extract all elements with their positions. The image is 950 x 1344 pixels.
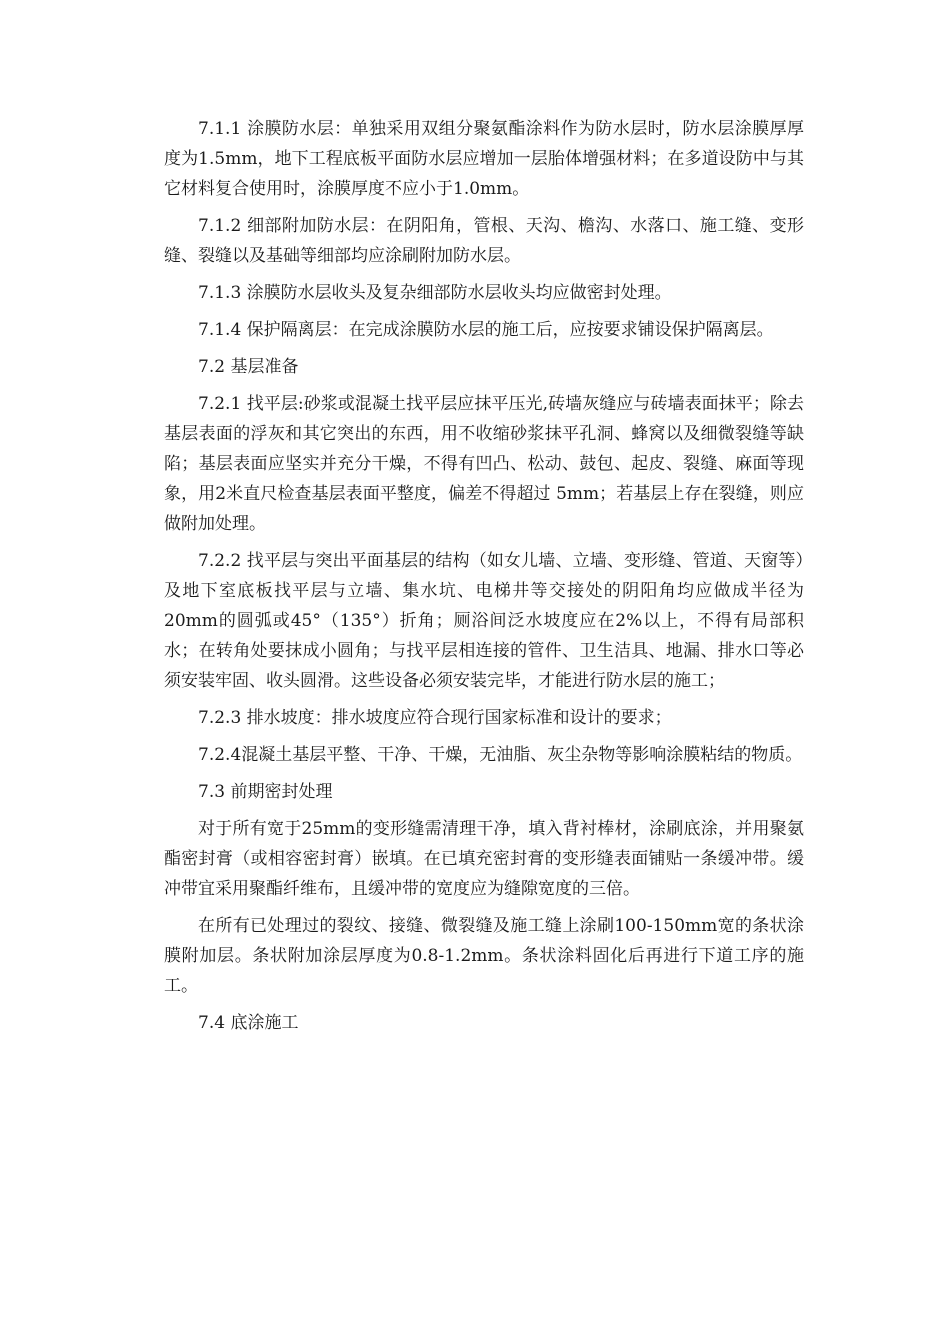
section-heading-7-2: 7.2 基层准备: [198, 357, 299, 377]
paragraph-7-1-3: 7.1.3 涂膜防水层收头及复杂细部防水层收头均应做密封处理。: [198, 283, 672, 303]
paragraph-expansion-joint: 对于所有宽于25mm的变形缝需清理干净，填入背衬棒材，涂刷底涂，并用聚氨酯密封膏（或相容密封膏）嵌填。在已填充密封膏的变形缝表面铺贴一条缓冲带。缓冲带宜采用聚酯纤维布，且缓冲带的宽度应为缝隙宽度的三倍。: [164, 819, 804, 899]
paragraph-7-2-2: 7.2.2 找平层与突出平面基层的结构（如女儿墙、立墙、变形缝、管道、天窗等）及地下室底板找平层与立墙、集水坑、电梯井等交接处的阴阳角均应做成半径为20mm的圆弧或45°（135°）折角；厕浴间泛水坡度应在2%以上，不得有局部积水；在转角处要抹成小圆角；与找平层相连接的管件、卫生洁具、地漏、排水口等必须安装牢固、收头圆滑。这些设备必须安装完毕，才能进行防水层的施工；: [164, 551, 804, 691]
paragraph-strip-coating: 在所有已处理过的裂纹、接缝、微裂缝及施工缝上涂刷100-150mm宽的条状涂膜附加层。条状附加涂层厚度为0.8-1.2mm。条状涂料固化后再进行下道工序的施工。: [164, 916, 804, 996]
paragraph-7-2-3: 7.2.3 排水坡度：排水坡度应符合现行国家标准和设计的要求；: [198, 708, 672, 728]
paragraph-7-1-4: 7.1.4 保护隔离层：在完成涂膜防水层的施工后，应按要求铺设保护隔离层。: [198, 320, 774, 340]
paragraph-7-2-4: 7.2.4混凝土基层平整、干净、干燥，无油脂、灰尘杂物等影响涂膜粘结的物质。: [198, 745, 803, 765]
paragraph-7-1-2: 7.1.2 细部附加防水层：在阴阳角，管根、天沟、檐沟、水落口、施工缝、变形缝、裂缝以及基础等细部均应涂刷附加防水层。: [164, 216, 804, 266]
section-heading-7-3: 7.3 前期密封处理: [198, 782, 333, 802]
section-heading-7-4: 7.4 底涂施工: [198, 1013, 299, 1033]
document-body: [164, 114, 804, 1045]
paragraph-7-1-1: 7.1.1 涂膜防水层：单独采用双组分聚氨酯涂料作为防水层时，防水层涂膜厚厚度为1.5mm，地下工程底板平面防水层应增加一层胎体增强材料；在多道设防中与其它材料复合使用时，涂膜厚度不应小于1.0mm。: [164, 119, 804, 199]
paragraph-7-2-1: 7.2.1 找平层:砂浆或混凝土找平层应抹平压光,砖墙灰缝应与砖墙表面抹平；除去基层表面的浮灰和其它突出的东西，用不收缩砂浆抹平孔洞、蜂窝以及细微裂缝等缺陷；基层表面应坚实并充分干燥，不得有凹凸、松动、鼓包、起皮、裂缝、麻面等现象，用2米直尺检查基层表面平整度，偏差不得超过 5mm；若基层上存在裂缝，则应做附加处理。: [164, 394, 804, 534]
